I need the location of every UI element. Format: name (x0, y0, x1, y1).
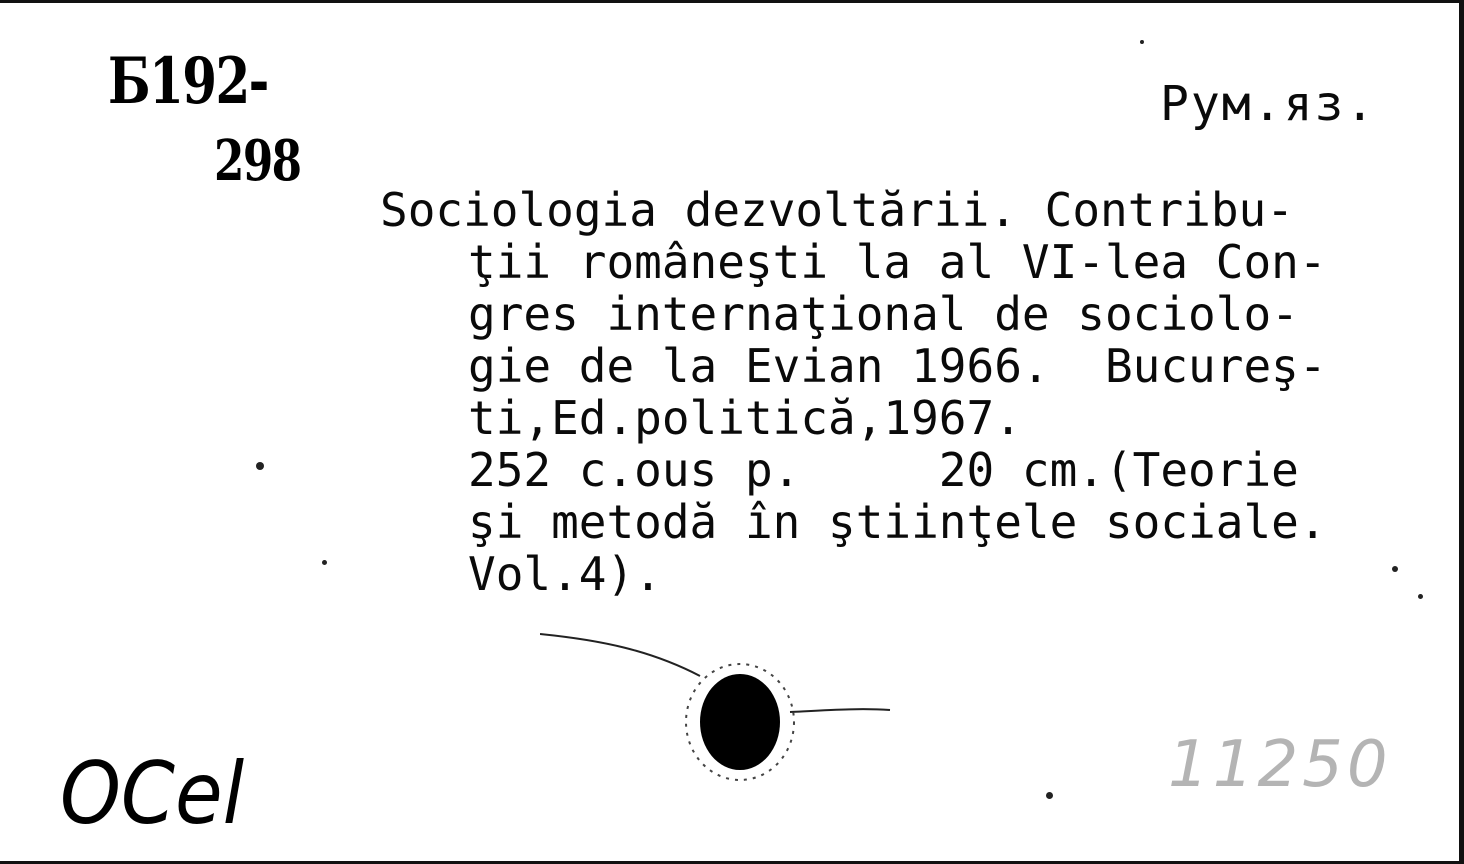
card-top-edge (0, 0, 1464, 8)
entry-line: Sociologia dezvoltării. Contribu- (380, 183, 1294, 237)
entry-line: şi metodă în ştiinţele sociale. (468, 495, 1327, 549)
entry-line: 252 c.ous p. 20 cm.(Teorie (468, 443, 1299, 497)
entry-line: ti,Ed.politică,1967. (468, 391, 1022, 445)
ink-speck (1392, 566, 1398, 572)
punch-hole-icon (540, 620, 900, 800)
shelfmark-top: Б192- (108, 44, 268, 119)
card-right-edge (1456, 0, 1464, 864)
entry-line: gres internaţional de sociolo- (468, 287, 1299, 341)
ink-speck (1046, 792, 1053, 799)
entry-line: ţii româneşti la al VI-lea Con- (468, 235, 1327, 289)
entry-line: gie de la Evian 1966. Bucureş- (468, 339, 1327, 393)
faint-number: 11250 (1168, 728, 1392, 802)
card-bottom-edge (0, 858, 1464, 864)
ink-speck (1140, 40, 1144, 44)
shelfmark-bottom: 298 (214, 128, 301, 194)
ink-speck (322, 560, 327, 565)
bibliographic-entry (380, 184, 1327, 600)
ink-speck (1418, 594, 1423, 599)
language-note: Рум.яз. (1160, 76, 1377, 132)
handwritten-mark: OCel (60, 744, 245, 844)
entry-line: Vol.4). (468, 547, 662, 601)
ink-speck (256, 462, 264, 470)
